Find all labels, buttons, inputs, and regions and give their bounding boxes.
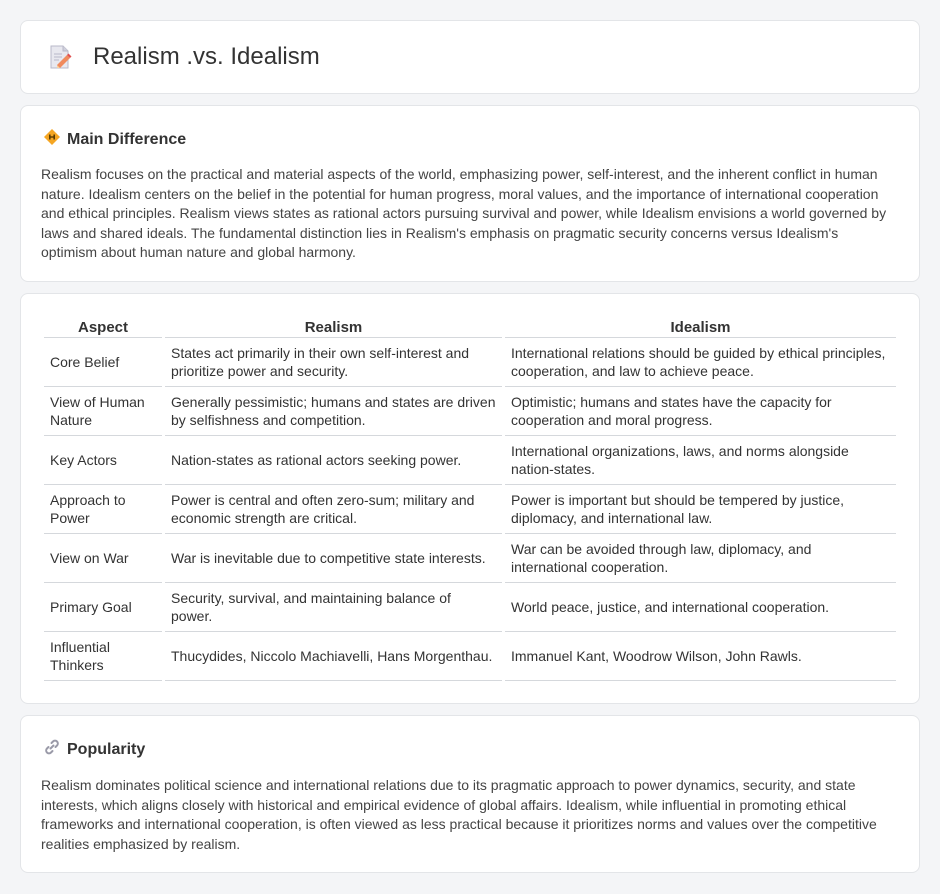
realism-cell: States act primarily in their own self-interest and prioritize power and security. (165, 338, 502, 387)
column-header-aspect: Aspect (44, 317, 162, 338)
aspect-cell: View of Human Nature (44, 387, 162, 436)
link-icon (43, 738, 67, 761)
page-title: Realism .vs. Idealism (93, 43, 320, 70)
aspect-cell: Key Actors (44, 436, 162, 485)
main-difference-card (20, 105, 920, 282)
idealism-cell: War can be avoided through law, diplomacy, and international cooperation. (505, 534, 896, 583)
column-header-idealism: Idealism (505, 317, 896, 338)
aspect-cell: Influential Thinkers (44, 632, 162, 681)
idealism-cell: Immanuel Kant, Woodrow Wilson, John Rawls. (505, 632, 896, 681)
table-row (44, 436, 896, 485)
aspect-cell: Core Belief (44, 338, 162, 387)
popularity-card (20, 715, 920, 873)
idealism-cell: Power is important but should be tempered by justice, diplomacy, and international law. (505, 485, 896, 534)
idealism-cell: International relations should be guided by ethical principles, cooperation, and law to achieve peace. (505, 338, 896, 387)
realism-cell: Security, survival, and maintaining balance of power. (165, 583, 502, 632)
idealism-cell: International organizations, laws, and norms alongside nation-states. (505, 436, 896, 485)
table-row (44, 583, 896, 632)
realism-cell: Nation-states as rational actors seeking power. (165, 436, 502, 485)
table-row (44, 485, 896, 534)
table-row (44, 632, 896, 681)
realism-cell: Thucydides, Niccolo Machiavelli, Hans Morgenthau. (165, 632, 502, 681)
main-difference-title: Main Difference (67, 130, 187, 148)
aspect-cell: Approach to Power (44, 485, 162, 534)
diamond-icon (43, 128, 67, 151)
comparison-table (41, 317, 899, 681)
idealism-cell: World peace, justice, and international cooperation. (505, 583, 896, 632)
comparison-card (20, 293, 920, 704)
table-header-row (44, 317, 896, 338)
idealism-cell: Optimistic; humans and states have the capacity for cooperation and moral progress. (505, 387, 896, 436)
aspect-cell: View on War (44, 534, 162, 583)
realism-cell: Power is central and often zero-sum; military and economic strength are critical. (165, 485, 502, 534)
popularity-text: Realism dominates political science and international relations due to its pragmatic approach to power dynamics, security, and state interests, which aligns closely with historical and empirical evidence of global affairs. Idealism, while influential in promoting ethical frameworks and international cooperation, is often viewed as less practical because it prioritizes norms and values over the competitive realities emphasized by realism. (41, 777, 877, 852)
table-row (44, 338, 896, 387)
aspect-cell: Primary Goal (44, 583, 162, 632)
main-difference-text: Realism focuses on the practical and material aspects of the world, emphasizing power, self-interest, and the inherent conflict in human nature. Idealism centers on the belief in the potential for human progress, moral values, and the importance of international cooperation and ethical principles. Realism views states as rational actors pursuing survival and power, while Idealism envisions a world governed by laws and shared ideals. The fundamental distinction lies in Realism's emphasis on pragmatic security concerns versus Idealism's optimism about human nature and global harmony. (41, 166, 887, 260)
popularity-header (43, 738, 145, 761)
realism-cell: Generally pessimistic; humans and states are driven by selfishness and competition. (165, 387, 502, 436)
realism-cell: War is inevitable due to competitive state interests. (165, 534, 502, 583)
document-pencil-icon (47, 44, 73, 70)
table-row (44, 534, 896, 583)
table-row (44, 387, 896, 436)
main-difference-header (43, 128, 186, 151)
popularity-title: Popularity (67, 740, 146, 758)
column-header-realism: Realism (165, 317, 502, 338)
header-card (20, 20, 920, 94)
